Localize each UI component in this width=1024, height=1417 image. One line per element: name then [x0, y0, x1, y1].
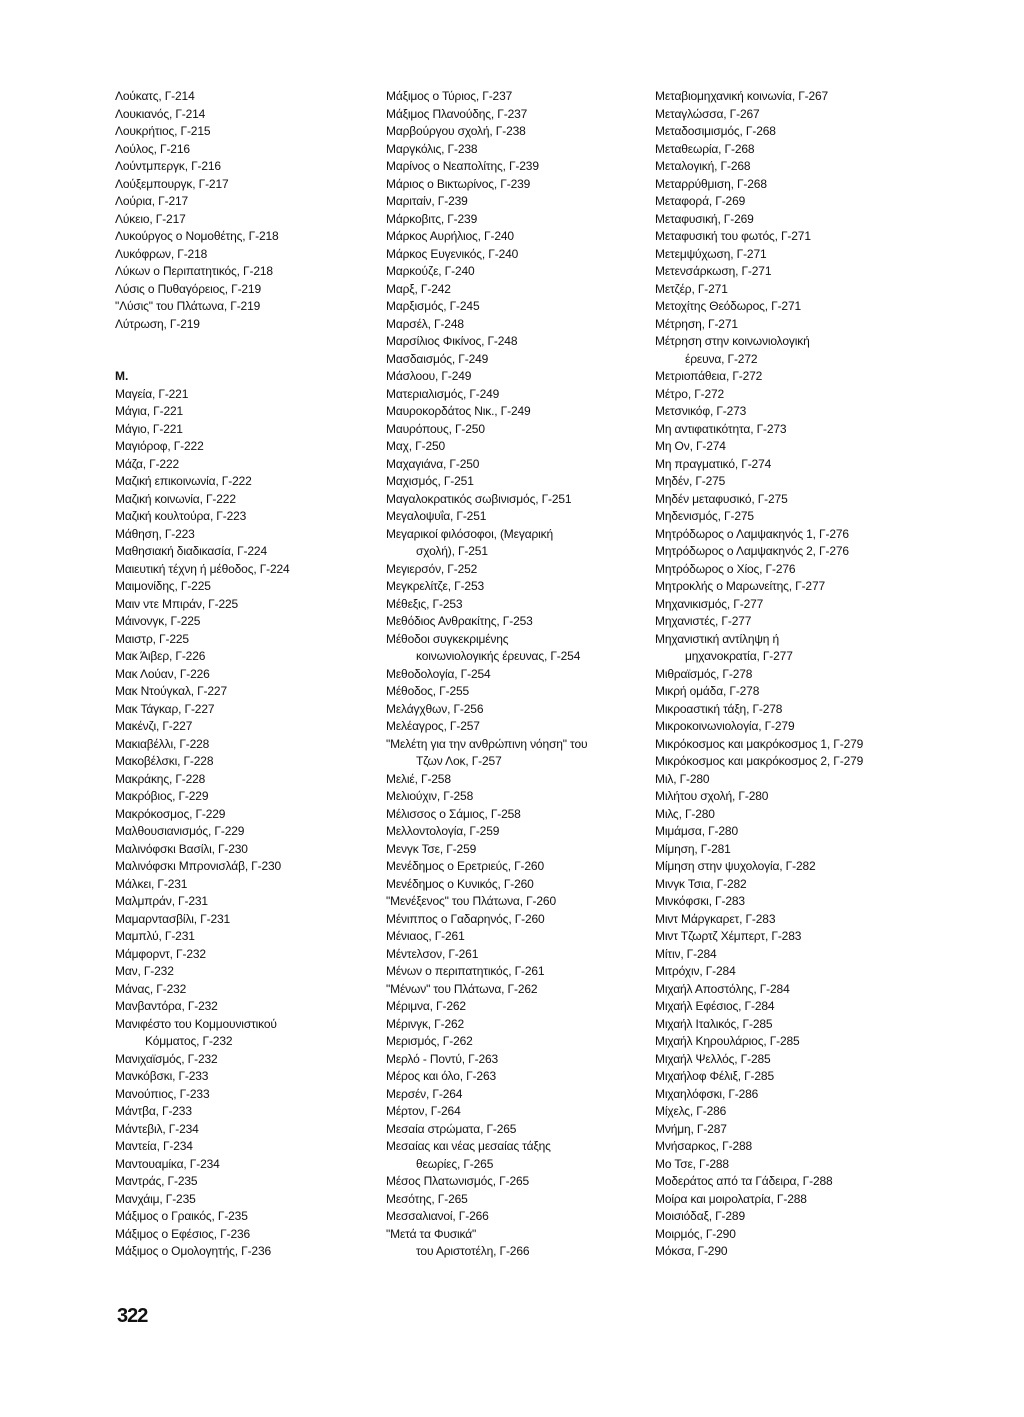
index-entry: Μαλθουσιανισμός, Γ-229: [115, 824, 245, 838]
index-entry: Μηδέν, Γ-275: [655, 474, 726, 488]
index-entry: Μιχαήλ Ιταλικός, Γ-285: [655, 1016, 773, 1031]
index-entry: "Μένων" του Πλάτωνα, Γ-262: [386, 981, 538, 996]
index-entry: Μελάγχθων, Γ-256: [386, 701, 484, 716]
index-entry: μηχανοκρατία, Γ-277: [685, 649, 793, 663]
index-entry: Μανκόβσκι, Γ-233: [115, 1069, 209, 1083]
index-entry: Τζων Λοκ, Γ-257: [416, 754, 502, 768]
index-entry: Μαθησιακή διαδικασία, Γ-224: [115, 544, 267, 558]
index-entry: Μινγκ Τσια, Γ-282: [655, 876, 747, 891]
index-entry: Μερσέν, Γ-264: [386, 1086, 463, 1101]
index-entry: Μαρβούργου σχολή, Γ-238: [386, 124, 526, 138]
index-entry: Μάξιμος ο Ομολογητής, Γ-236: [115, 1244, 271, 1258]
index-entry: Μηχανικισμός, Γ-277: [655, 596, 764, 611]
index-entry: Μάντβα, Γ-233: [115, 1104, 192, 1118]
index-entry: Λυκούργος ο Νομοθέτης, Γ-218: [115, 229, 279, 243]
index-entry: Μεσαίας και νέας μεσαίας τάξης: [386, 1139, 551, 1153]
index-entry: Κόμματος, Γ-232: [145, 1034, 233, 1048]
index-entry: Μέτρο, Γ-272: [655, 386, 725, 401]
index-entry: Μιθραϊσμός, Γ-278: [655, 666, 753, 681]
index-entry: Μεγιερσόν, Γ-252: [386, 561, 478, 576]
index-entry: Μασδαισμός, Γ-249: [386, 351, 489, 366]
index-entry: Μεταγλώσσα, Γ-267: [655, 106, 760, 121]
index-entry: Μανβαντόρα, Γ-232: [115, 999, 218, 1013]
index-entry: Μέσος Πλατωνισμός, Γ-265: [386, 1174, 530, 1188]
index-column-2: [386, 88, 648, 1261]
index-entry: Λούκατς, Γ-214: [115, 89, 195, 103]
index-entry: Μάριος ο Βικτωρίνος, Γ-239: [386, 176, 531, 191]
index-entry: Μέλισσος ο Σάμιος, Γ-258: [386, 806, 521, 821]
index-entry: Μερλό - Ποντύ, Γ-263: [386, 1051, 499, 1066]
index-entry: Μεθόδιος Ανθρακίτης, Γ-253: [386, 614, 533, 628]
index-entry: Μάρκος Αυρήλιος, Γ-240: [386, 229, 514, 243]
index-entry: Μανούπιος, Γ-233: [115, 1086, 210, 1101]
index-entry: Μένων ο περιπατητικός, Γ-261: [386, 964, 545, 978]
index-entry: Μιχαήλ Εφέσιος, Γ-284: [655, 999, 775, 1013]
index-entry: Μαγαλοκρατικός σωβινισμός, Γ-251: [386, 491, 572, 506]
index-entry: Μητρόδωρος ο Χίος, Γ-276: [655, 561, 796, 576]
index-entry: Μίτιν, Γ-284: [655, 946, 717, 961]
index-entry: Μεταδοσιμισμός, Γ-268: [655, 124, 776, 138]
index-entry: Μαιμονίδης, Γ-225: [115, 579, 211, 593]
index-entry: Μαντεία, Γ-234: [115, 1139, 193, 1153]
index-entry: Μίχελς, Γ-286: [655, 1104, 727, 1118]
index-entry: Μεσότης, Γ-265: [386, 1191, 468, 1206]
index-entry: κοινωνιολογικής έρευνας, Γ-254: [416, 649, 581, 663]
index-entry: Λούλος, Γ-216: [115, 141, 190, 156]
index-entry: Μελιέ, Γ-258: [386, 771, 451, 786]
index-entry: Μνήμη, Γ-287: [655, 1121, 727, 1136]
index-entry: Μαντουαμίκα, Γ-234: [115, 1156, 220, 1171]
index-entry: Λύκειο, Γ-217: [115, 211, 186, 226]
index-entry: Μαιν ντε Μπιράν, Γ-225: [115, 596, 239, 611]
index-entry: Μαλμπράν, Γ-231: [115, 894, 208, 908]
index-entry: Μακρόκοσμος, Γ-229: [115, 806, 226, 821]
index-entry: Μιχαήλ Αποστόλης, Γ-284: [655, 981, 790, 996]
index-entry: Μακένζι, Γ-227: [115, 719, 193, 733]
index-entry: Μαζική κοινωνία, Γ-222: [115, 491, 236, 506]
index-entry: Μεταλογική, Γ-268: [655, 159, 751, 173]
index-entry: Μαιευτική τέχνη ή μέθοδος, Γ-224: [115, 561, 290, 576]
index-entry: Μεθοδολογία, Γ-254: [386, 666, 491, 681]
index-entry: Μανχάιμ, Γ-235: [115, 1191, 196, 1206]
index-column-1: [115, 88, 380, 1261]
index-entry: Μαυρόπους, Γ-250: [386, 421, 485, 436]
index-entry: Μάξιμος ο Τύριος, Γ-237: [386, 89, 513, 103]
section-heading: Μ.: [115, 369, 129, 383]
index-entry: Μοδεράτος από τα Γάδειρα, Γ-288: [655, 1174, 833, 1188]
index-entry: Μηδέν μεταφυσικό, Γ-275: [655, 491, 788, 506]
index-entry: Μετσνικόφ, Γ-273: [655, 404, 747, 418]
index-entry: Μαγεία, Γ-221: [115, 386, 189, 401]
index-entry: Μιμάμσα, Γ-280: [655, 824, 738, 838]
index-entry: Μετενσάρκωση, Γ-271: [655, 264, 772, 278]
index-entry: Μαλινόφσκι Μπρονισλάβ, Γ-230: [115, 859, 282, 873]
index-entry: Μηδενισμός, Γ-275: [655, 509, 754, 523]
index-entry: Μιχαηλόφσκι, Γ-286: [655, 1086, 759, 1101]
index-entry: Μάνας, Γ-232: [115, 981, 187, 996]
index-entry: Μάζα, Γ-222: [115, 456, 180, 471]
index-entry: Μερισμός, Γ-262: [386, 1034, 473, 1048]
index-entry: Μη Ον, Γ-274: [655, 439, 726, 453]
index-entry: Μάξιμος ο Εφέσιος, Γ-236: [115, 1226, 251, 1241]
section-spacer: [115, 333, 380, 368]
index-entry: Μεσσαλιανοί, Γ-266: [386, 1209, 489, 1223]
index-entry: Μακοβέλσκι, Γ-228: [115, 754, 214, 768]
index-entry: Μελλοντολογία, Γ-259: [386, 824, 500, 838]
index-entry: Μεταρρύθμιση, Γ-268: [655, 176, 767, 191]
index-entry: Μνήσαρκος, Γ-288: [655, 1139, 753, 1153]
index-entry: Μητροκλής ο Μαρωνείτης, Γ-277: [655, 579, 825, 593]
index-entry: Μαμπλύ, Γ-231: [115, 929, 195, 943]
index-entry: Μέθοδοι συγκεκριμένης: [386, 631, 509, 646]
index-entry: Μεγκρελίτζε, Γ-253: [386, 579, 484, 593]
index-entry: Μηχανιστική αντίληψη ή: [655, 631, 780, 646]
index-entry: Μαλινόφσκι Βασίλι, Γ-230: [115, 841, 248, 856]
index-entry: Μίμηση στην ψυχολογία, Γ-282: [655, 859, 816, 873]
index-entry: Μακρόβιος, Γ-229: [115, 789, 209, 803]
index-entry: του Αριστοτέλη, Γ-266: [416, 1244, 530, 1258]
index-entry: Μάλκει, Γ-231: [115, 876, 188, 891]
index-entry: Μαρξισμός, Γ-245: [386, 299, 480, 313]
index-entry: Μακ Τάγκαρ, Γ-227: [115, 701, 215, 716]
index-entry: Μαρξ, Γ-242: [386, 281, 451, 296]
index-entry: Μο Τσε, Γ-288: [655, 1156, 729, 1171]
index-entry: Μακ Άιβερ, Γ-226: [115, 649, 206, 663]
index-entry: Μεταφυσική του φωτός, Γ-271: [655, 229, 811, 243]
index-entry: Μενέδημος ο Ερετριεύς, Γ-260: [386, 859, 544, 873]
index-entry: Μέρινγκ, Γ-262: [386, 1016, 465, 1031]
index-entry: Μέρος και όλο, Γ-263: [386, 1069, 496, 1083]
index-entry: Λύσις ο Πυθαγόρειος, Γ-219: [115, 281, 261, 296]
index-entry: Λούρια, Γ-217: [115, 194, 189, 208]
index-entry: Μη πραγματικό, Γ-274: [655, 456, 772, 471]
index-entry: Μαιστρ, Γ-225: [115, 631, 189, 646]
index-entry: Μετριοπάθεια, Γ-272: [655, 369, 763, 383]
index-entry: Μιλ, Γ-280: [655, 771, 710, 786]
index-entry: Μαζική κουλτούρα, Γ-223: [115, 509, 247, 523]
index-entry: Μακ Ντούγκαλ, Γ-227: [115, 684, 227, 698]
index-entry: Μέρτον, Γ-264: [386, 1104, 461, 1118]
index-entry: Μη αντιφατικότητα, Γ-273: [655, 421, 787, 436]
index-entry: Μεταβιομηχανική κοινωνία, Γ-267: [655, 89, 829, 103]
index-entry: Μάθηση, Γ-223: [115, 526, 195, 541]
index-entry: Λυκόφρων, Γ-218: [115, 246, 208, 261]
index-entry: Μεσαία στρώματα, Γ-265: [386, 1121, 517, 1136]
index-entry: Μιχαήλοφ Φέλιξ, Γ-285: [655, 1069, 774, 1083]
index-entry: Μόκσα, Γ-290: [655, 1244, 728, 1258]
index-entry: Μαγιόροφ, Γ-222: [115, 439, 204, 453]
index-entry: Μητρόδωρος ο Λαμψακηνός 2, Γ-276: [655, 544, 849, 558]
index-entry: Μινκόφσκι, Γ-283: [655, 894, 745, 908]
index-entry: Μαμαρντασβίλι, Γ-231: [115, 911, 231, 926]
index-entry: Μάγιο, Γ-221: [115, 421, 183, 436]
index-entry: Μανιφέστο του Κομμουνιστικού: [115, 1016, 277, 1031]
index-entry: Μιχαήλ Ψελλός, Γ-285: [655, 1051, 771, 1066]
index-entry: Μοισιόδαξ, Γ-289: [655, 1209, 745, 1223]
index-entry: Μεταθεωρία, Γ-268: [655, 141, 755, 156]
index-entry: Μακ Λούαν, Γ-226: [115, 666, 210, 681]
index-entry: Μάρκοβιτς, Γ-239: [386, 211, 478, 226]
index-entry: Μαχισμός, Γ-251: [386, 474, 474, 488]
index-entry: Μιντ Τζωρτζ Χέμπερτ, Γ-283: [655, 929, 802, 943]
index-entry: Μελιούχιν, Γ-258: [386, 789, 474, 803]
index-entry: Μητρόδωρος ο Λαμψακηνός 1, Γ-276: [655, 526, 849, 541]
index-entry: Μάντεβιλ, Γ-234: [115, 1121, 199, 1136]
index-entry: Μένιππος ο Γαδαρηνός, Γ-260: [386, 911, 545, 926]
index-entry: Μελέαγρος, Γ-257: [386, 719, 480, 733]
index-entry: Μικρόκοσμος και μακρόκοσμος 1, Γ-279: [655, 736, 864, 751]
index-entry: Μοιρμός, Γ-290: [655, 1226, 736, 1241]
index-entry: Μάρκος Ευγενικός, Γ-240: [386, 246, 519, 261]
index-entry: "Μελέτη για την ανθρώπινη νόηση" του: [386, 736, 588, 751]
index-entry: Μαρίνος ο Νεαπολίτης, Γ-239: [386, 159, 539, 173]
index-entry: Μετοχίτης Θεόδωρος, Γ-271: [655, 299, 801, 313]
index-entry: Μάγια, Γ-221: [115, 404, 184, 418]
index-entry: Μεταφυσική, Γ-269: [655, 211, 754, 226]
index-entry: Λούξεμπουργκ, Γ-217: [115, 176, 229, 191]
index-entry: Μεγαρικοί φιλόσοφοι, (Μεγαρική: [386, 526, 554, 541]
index-entry: Μαντράς, Γ-235: [115, 1174, 198, 1188]
index-entry: Μένιαος, Γ-261: [386, 929, 465, 943]
index-entry: Μεταφορά, Γ-269: [655, 194, 746, 208]
index-entry: έρευνα, Γ-272: [685, 351, 758, 366]
index-entry: Λουκιανός, Γ-214: [115, 106, 206, 121]
index-entry: Μακιαβέλλι, Γ-228: [115, 736, 210, 751]
index-entry: Μετζέρ, Γ-271: [655, 281, 728, 296]
index-entry: Μάινονγκ, Γ-225: [115, 614, 201, 628]
index-entry: Μαργκόλις, Γ-238: [386, 141, 478, 156]
index-entry: Μαρσέλ, Γ-248: [386, 316, 464, 331]
index-entry: Μέριμνα, Γ-262: [386, 999, 466, 1013]
index-entry: Μαχαγιάνα, Γ-250: [386, 456, 480, 471]
index-entry: Μέντελσον, Γ-261: [386, 946, 479, 961]
index-entry: Ματεριαλισμός, Γ-249: [386, 386, 500, 401]
index-column-3: [655, 88, 955, 1261]
index-entry: Μικρόκοσμος και μακρόκοσμος 2, Γ-279: [655, 754, 864, 768]
index-entry: Μαρκούζε, Γ-240: [386, 264, 475, 278]
index-entry: Μακράκης, Γ-228: [115, 771, 206, 786]
index-entry: Μικροκοινωνιολογία, Γ-279: [655, 719, 795, 733]
index-entry: Μιντ Μάργκαρετ, Γ-283: [655, 911, 776, 926]
index-entry: "Μετά τα Φυσικά": [386, 1226, 477, 1241]
index-entry: Μάσλοου, Γ-249: [386, 369, 472, 383]
index-entry: Μανιχαϊσμός, Γ-232: [115, 1051, 218, 1066]
index-entry: "Μενέξενος" του Πλάτωνα, Γ-260: [386, 894, 556, 908]
index-entry: Μαχ, Γ-250: [386, 439, 446, 453]
index-entry: Μεγαλοψυΐα, Γ-251: [386, 509, 487, 523]
index-entry: Μιλς, Γ-280: [655, 806, 715, 821]
page-number: 322: [117, 1305, 148, 1327]
index-entry: σχολή), Γ-251: [416, 544, 488, 558]
index-entry: Μαυροκορδάτος Νικ., Γ-249: [386, 404, 531, 418]
index-entry: Μάμφορντ, Γ-232: [115, 946, 206, 961]
index-entry: Μιχαήλ Κηρουλάριος, Γ-285: [655, 1034, 800, 1048]
index-entry: "Λύσις" του Πλάτωνα, Γ-219: [115, 299, 261, 313]
index-entry: Μέθοδος, Γ-255: [386, 684, 470, 698]
index-entry: Μενγκ Τσε, Γ-259: [386, 841, 477, 856]
index-entry: Μίμηση, Γ-281: [655, 841, 731, 856]
index-entry: Μικρή ομάδα, Γ-278: [655, 684, 760, 698]
index-entry: Μαρσίλιος Φικίνος, Γ-248: [386, 334, 518, 348]
index-entry: Μέτρηση, Γ-271: [655, 316, 738, 331]
index-entry: Μαν, Γ-232: [115, 964, 174, 978]
index-entry: Μοίρα και μοιρολατρία, Γ-288: [655, 1191, 807, 1206]
index-entry: Λύκων ο Περιπατητικός, Γ-218: [115, 264, 273, 278]
index-entry: Μιτρόχιν, Γ-284: [655, 964, 736, 978]
index-entry: θεωρίες, Γ-265: [416, 1156, 494, 1171]
index-entry: Λύτρωση, Γ-219: [115, 316, 200, 331]
index-entry: Λουκρήτιος, Γ-215: [115, 124, 211, 138]
index-entry: Μέτρηση στην κοινωνιολογική: [655, 334, 810, 348]
index-entry: Μικροαστική τάξη, Γ-278: [655, 701, 783, 716]
index-entry: Μετεμψύχωση, Γ-271: [655, 246, 767, 261]
index-entry: Μάξιμος Πλανούδης, Γ-237: [386, 106, 528, 121]
index-entry: Μάξιμος ο Γραικός, Γ-235: [115, 1209, 248, 1223]
index-entry: Μαζική επικοινωνία, Γ-222: [115, 474, 252, 488]
index-entry: Λούντμπεργκ, Γ-216: [115, 159, 221, 173]
index-entry: Μενέδημος ο Κυνικός, Γ-260: [386, 876, 534, 891]
index-entry: Μέθεξις, Γ-253: [386, 596, 463, 611]
index-entry: Μηχανιστές, Γ-277: [655, 614, 752, 628]
index-entry: Μαριταίν, Γ-239: [386, 194, 468, 208]
index-entry: Μιλήτου σχολή, Γ-280: [655, 789, 769, 803]
